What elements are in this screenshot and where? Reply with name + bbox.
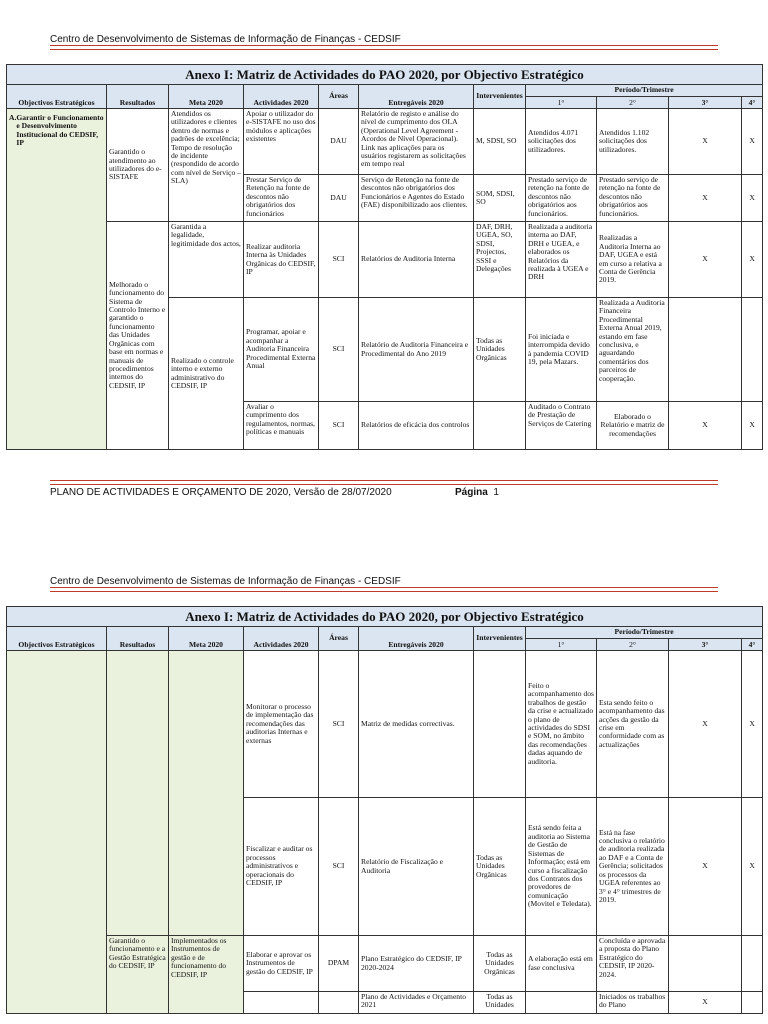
actividade-cell: Programar, apoiar e acompanhar a Auditoria Financeira Procedimental Externa Anual (244, 298, 319, 402)
col-q1: 1° (526, 97, 597, 109)
entregavel-cell: Plano de Actividades e Orçamento 2021 (359, 992, 474, 1014)
intervenientes-cell (474, 651, 526, 798)
area-cell (319, 992, 359, 1014)
q1-cell (526, 992, 597, 1014)
actividade-cell: Avaliar o cumprimento dos regulamentos, normas, políticas e manuais (244, 402, 319, 450)
q1-cell: Foi iniciada e interrompida devido à pandemia COVID 19, pela Mazars. (526, 298, 597, 402)
header-rule-page2 (50, 587, 718, 592)
col-periodo: Período/Trimestre (526, 627, 763, 639)
area-cell: DAU (319, 175, 359, 222)
intervenientes-cell: Todas as Unidades Orgânicas (474, 298, 526, 402)
q1-cell: Atendidos 4.071 solicitações dos utilizadores. (526, 109, 597, 175)
org-header-page2: Centro de Desenvolvimento de Sistemas de Informação de Finanças - CEDSIF (50, 576, 401, 587)
col-intervenientes: Intervenientes (474, 85, 526, 109)
q2-cell: Prestado serviço de retenção na fonte de descontos não obrigatórios aos funcionários. (597, 175, 669, 222)
resultado-cell: Garantido o atendimento ao utilizadores do e-SISTAFE (107, 109, 169, 222)
col-meta: Meta 2020 (169, 85, 244, 109)
meta-cell: Garantida a legalidade, legitimidade dos actos, (169, 222, 244, 298)
resultado-cell: Melhorado o funcionamento do Sistema de Controlo Interno e garantido o funcionamento das Unidades Orgânicas com base em normas e manuais de procedimentos internos do CEDSIF, IP (107, 222, 169, 450)
q2-cell: Atendidos 1.102 solicitações dos utilizadores. (597, 109, 669, 175)
footer-rule (50, 480, 718, 485)
table-row (7, 936, 763, 992)
area-cell: SCI (319, 798, 359, 936)
q3-cell: X (669, 175, 742, 222)
q1-cell: Auditado o Contrato de Prestação de Serviços de Catering (526, 402, 597, 450)
q2-cell: Elaborado o Relatório e matriz de recomendações (597, 402, 669, 450)
entregavel-cell: Relatórios de eficácia dos controlos (359, 402, 474, 450)
entregavel-cell: Matriz de medidas correctivas. (359, 651, 474, 798)
q3-cell: X (669, 109, 742, 175)
page-number (455, 487, 499, 498)
col-q4: 4° (742, 639, 763, 651)
q1-cell: Feito o acompanhamento dos trabalhos de gestão da crise e actualizado o plano de actividades do SDSI e SOM, no âmbito das recomendações dadas aquando de auditoria. (526, 651, 597, 798)
meta-cell (169, 651, 244, 936)
q4-cell: X (742, 798, 763, 936)
col-q3: 3° (669, 639, 742, 651)
q2-cell: Esta sendo feito o acompanhamento das acções da gestão da crise em conformidade com as actualizações (597, 651, 669, 798)
q4-cell (742, 992, 763, 1014)
q4-cell: X (742, 402, 763, 450)
q1-cell: Realizada a auditoria interna ao DAF, DRH e UGEA, e elaborados os Relatórios da realizada à UGEA e DRH (526, 222, 597, 298)
q3-cell: X (669, 651, 742, 798)
entregavel-cell: Relatório de Auditoria Financeira e Procedimental do Ano 2019 (359, 298, 474, 402)
col-q2: 2° (597, 639, 669, 651)
q4-cell (742, 298, 763, 402)
q2-cell: Realizada a Auditoria Financeira Procedimental Externa Anual 2019, estando em fase conclusiva, e aguardando comentários dos parceiros de cooperação. (597, 298, 669, 402)
actividade-cell: Fiscalizar e auditar os processos administrativos e operacionais do CEDSIF, IP (244, 798, 319, 936)
q3-cell: X (669, 222, 742, 298)
q3-cell: X (669, 402, 742, 450)
org-header: Centro de Desenvolvimento de Sistemas de Informação de Finanças - CEDSIF (50, 34, 401, 45)
q4-cell: X (742, 109, 763, 175)
col-meta: Meta 2020 (169, 627, 244, 651)
table-row (7, 109, 763, 175)
col-q1: 1° (526, 639, 597, 651)
area-cell: SCI (319, 651, 359, 798)
q1-cell: Está sendo feita a auditoria ao Sistema de Gestão de Sistemas de Informação; está em curso a fiscalização dos Contratos dos provedores de comunicação (Movitel e Teledata). (526, 798, 597, 936)
header-rule (50, 45, 718, 50)
intervenientes-cell (474, 402, 526, 450)
col-q4: 4° (742, 97, 763, 109)
entregavel-cell (359, 109, 474, 175)
col-periodo: Período/Trimestre (526, 85, 763, 97)
actividade-cell: Apoiar o utilizador do e-SISTAFE no uso dos módulos e aplicações existentes (244, 109, 319, 175)
actividade-cell: Monitorar o processo de implementação das recomendações das auditorias Internas e externas (244, 651, 319, 798)
area-cell: SCI (319, 222, 359, 298)
col-areas: Áreas (319, 627, 359, 651)
actividade-cell: Elaborar e aprovar os Instrumentos de gestão do CEDSIF, IP (244, 936, 319, 992)
table-row (7, 222, 763, 298)
col-resultados: Resultados (107, 627, 169, 651)
table-row (7, 651, 763, 798)
meta-cell: Implementados os Instrumentos de gestão e de funcionamento do CEDSIF, IP (169, 936, 244, 1014)
q3-cell: X (669, 992, 742, 1014)
q3-cell (669, 936, 742, 992)
intervenientes-cell: SOM, SDSI, SO (474, 175, 526, 222)
entregavel-cell: Relatórios de Auditoria Interna (359, 222, 474, 298)
table-title: Anexo I: Matriz de Actividades do PAO 2020, por Objectivo Estratégico (7, 607, 763, 627)
intervenientes-cell: Todas as Unidades Orgânicas (474, 798, 526, 936)
col-actividades: Actividades 2020 (244, 85, 319, 109)
footer-plan: PLANO DE ACTIVIDADES E ORÇAMENTO DE 2020, Versão de 28/07/2020 (50, 487, 392, 498)
objective-cell (7, 109, 107, 450)
q2-cell: Está na fase conclusiva o relatório de auditoria realizada ao DAF e a Conta de Gerência; solicitados os processos da UGEA referentes ao 3° e 4° trimestres de 2019. (597, 798, 669, 936)
q2-cell: Concluída e aprovada a proposta do Plano Estratégico do CEDSIF, IP 2020-2024. (597, 936, 669, 992)
entregavel-cell: Serviço de Retenção na fonte de descontos não obrigatórios dos Funcionários e Agentes do Estado (FAE) disponibilizado aos clientes. (359, 175, 474, 222)
actividade-cell: Realizar auditoria Interna às Unidades Orgânicas do CEDSIF, IP (244, 222, 319, 298)
area-cell: DPAM (319, 936, 359, 992)
resultado-cell: Garantido o funcionamento e a Gestão Estratégica do CEDSIF, IP (107, 936, 169, 1014)
q4-cell (742, 936, 763, 992)
objective-cell (7, 651, 107, 1014)
col-intervenientes: Intervenientes (474, 627, 526, 651)
entregavel-cell: Plano Estratégico do CEDSIF, IP 2020-2024 (359, 936, 474, 992)
entregavel-cell: Relatório de Fiscalização e Auditoria (359, 798, 474, 936)
col-resultados: Resultados (107, 85, 169, 109)
q2-cell: Realizadas a Auditoria Interna ao DAF, UGEA e está em curso a relativa a Conta de Gerência 2019. (597, 222, 669, 298)
q4-cell: X (742, 222, 763, 298)
objective-text: Garantir o Funcionamento e Desenvolvimento Institucional do CEDSIF, IP (16, 113, 104, 148)
page-label: Página (455, 487, 488, 498)
q2-cell: Iniciados os trabalhos do Plano (597, 992, 669, 1014)
col-entregaveis: Entregáveis 2020 (359, 627, 474, 651)
actividade-cell: Prestar Serviço de Retenção na fonte de descontos não obrigatórios dos funcionários (244, 175, 319, 222)
area-cell: SCI (319, 402, 359, 450)
col-actividades: Actividades 2020 (244, 627, 319, 651)
actividade-cell (244, 992, 319, 1014)
col-objectivos: Objectivos Estratégicos (7, 85, 107, 109)
resultado-cell (107, 651, 169, 936)
activities-matrix-page2 (6, 606, 763, 1014)
table-title: Anexo I: Matriz de Actividades do PAO 2020, por Objectivo Estratégico (7, 65, 763, 85)
page-num: 1 (493, 487, 499, 498)
area-cell: DAU (319, 109, 359, 175)
q1-cell: A elaboração está em fase conclusiva (526, 936, 597, 992)
col-areas: Áreas (319, 85, 359, 109)
intervenientes-cell: Todas as Unidades Orgânicas (474, 936, 526, 992)
col-q3: 3° (669, 97, 742, 109)
entregavel-text: Relatório de registo e análise do nível de cumprimento dos OLA (Operational Level Agreement - Acordos de Nível Operacional). Link nas aplicações para os usuários registarem as solicitações em tempo real (361, 109, 466, 169)
col-q2: 2° (597, 97, 669, 109)
meta-cell: Realizado o controle interno e externo administrativo do CEDSIF, IP (169, 298, 244, 450)
area-cell: SCI (319, 298, 359, 402)
objective-number: A. (9, 113, 17, 122)
q4-cell: X (742, 175, 763, 222)
meta-cell: Atendidos os utilizadores e clientes dentro de normas e padrões de excelência; Tempo de resolução de incidente (respondido de acordo com nível de Serviço – SLA) (169, 109, 244, 222)
q1-cell: Prestado serviço de retenção na fonte de descontos não obrigatórios aos funcionários. (526, 175, 597, 222)
q4-cell: X (742, 651, 763, 798)
col-objectivos: Objectivos Estratégicos (7, 627, 107, 651)
q3-cell: X (669, 798, 742, 936)
intervenientes-cell: Todas as Unidades (474, 992, 526, 1014)
col-entregaveis: Entregáveis 2020 (359, 85, 474, 109)
intervenientes-cell: DAF, DRH, UGEA, SO, SDSI, Projectos, SSSI e Delegações (474, 222, 526, 298)
q3-cell (669, 298, 742, 402)
activities-matrix-page1 (6, 64, 763, 450)
intervenientes-cell: M, SDSI, SO (474, 109, 526, 175)
